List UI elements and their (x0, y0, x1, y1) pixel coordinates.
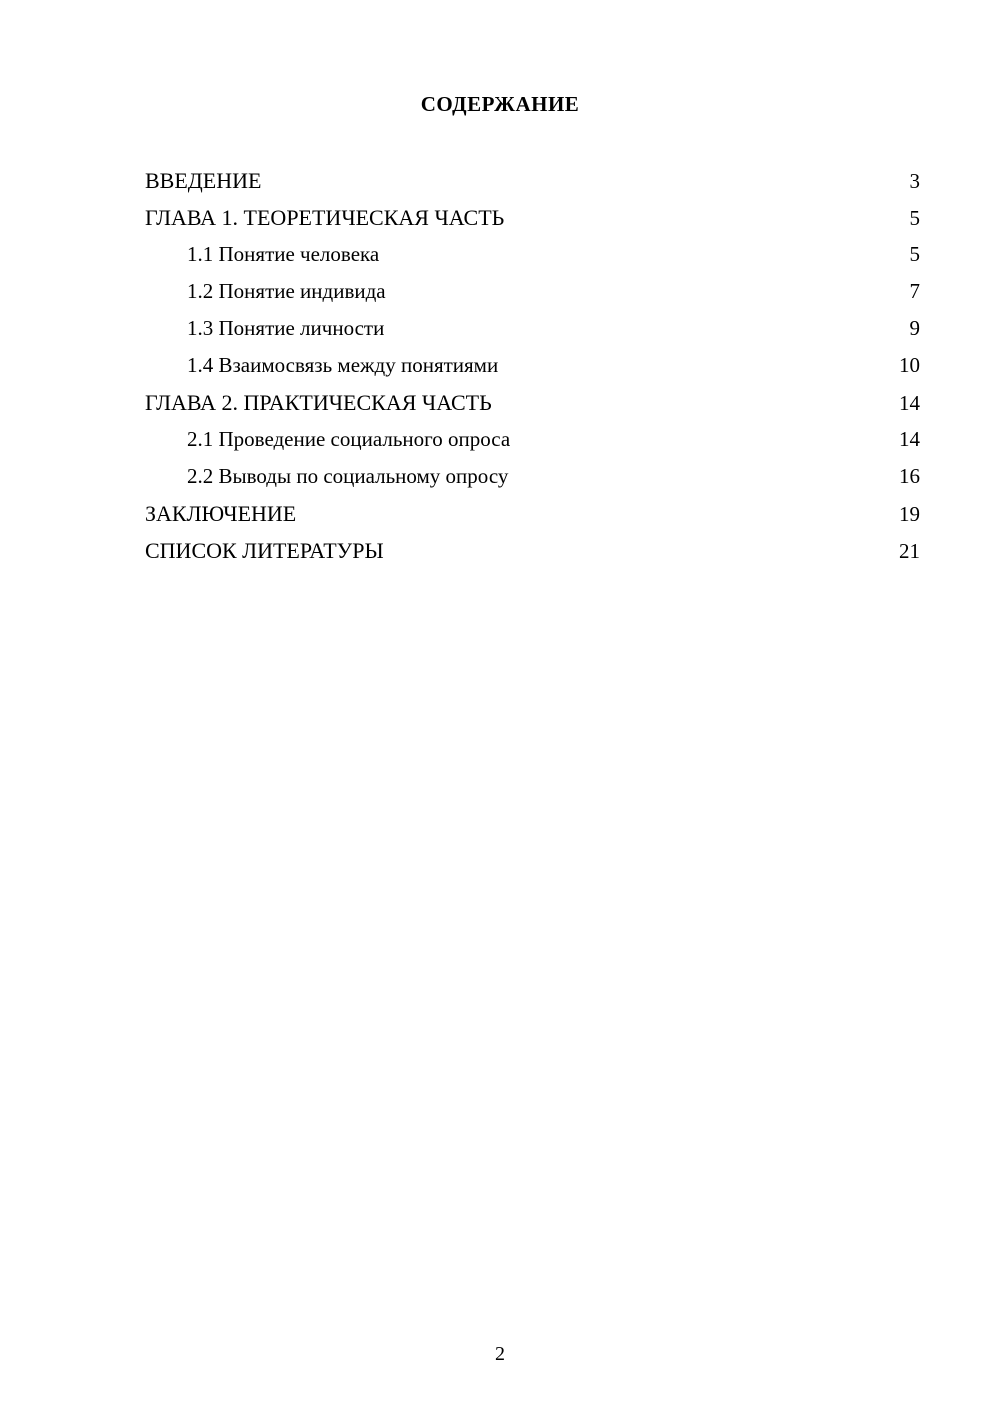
toc-entry-label: ГЛАВА 1. ТЕОРЕТИЧЕСКАЯ ЧАСТЬ (145, 205, 505, 230)
toc-entry-label: ВВЕДЕНИЕ (145, 168, 262, 193)
toc-entry-page: 3 (909, 169, 920, 193)
toc-entry-page: 14 (899, 427, 920, 451)
toc-entry-label: 2.1 Проведение социального опроса (187, 427, 511, 451)
toc-entry[interactable] (145, 310, 920, 347)
toc-entry-label: СПИСОК ЛИТЕРАТУРЫ (145, 538, 384, 563)
toc-entry-label: 1.4 Взаимосвязь между понятиями (187, 353, 499, 377)
toc-entry[interactable] (145, 421, 920, 458)
table-of-contents (145, 162, 920, 569)
toc-entry-label: 1.3 Понятие личности (187, 316, 385, 340)
toc-entry[interactable] (145, 162, 920, 199)
toc-entry[interactable] (145, 495, 920, 532)
toc-entry-page: 10 (899, 353, 920, 377)
toc-entry[interactable] (145, 236, 920, 273)
toc-entry[interactable] (145, 273, 920, 310)
toc-entry[interactable] (145, 384, 920, 421)
toc-entry-page: 5 (909, 242, 920, 266)
toc-entry-page: 19 (899, 502, 920, 526)
page-number: 2 (495, 1343, 505, 1365)
toc-entry[interactable] (145, 458, 920, 495)
toc-entry[interactable] (145, 532, 920, 569)
toc-entry-page: 21 (899, 539, 920, 563)
toc-entry-label: 1.1 Понятие человека (187, 242, 380, 266)
toc-entry-page: 14 (899, 391, 920, 415)
toc-entry[interactable] (145, 347, 920, 384)
toc-entry-page: 16 (899, 464, 920, 488)
toc-entry-label: 1.2 Понятие индивида (187, 279, 386, 303)
toc-entry-label: 2.2 Выводы по социальному опросу (187, 464, 509, 488)
page-title: СОДЕРЖАНИЕ (420, 92, 580, 116)
toc-entry-page: 5 (909, 206, 920, 230)
toc-entry-label: ГЛАВА 2. ПРАКТИЧЕСКАЯ ЧАСТЬ (145, 390, 492, 415)
toc-entry[interactable] (145, 199, 920, 236)
toc-entry-page: 7 (909, 279, 920, 303)
toc-entry-page: 9 (909, 316, 920, 340)
toc-entry-label: ЗАКЛЮЧЕНИЕ (145, 501, 297, 526)
